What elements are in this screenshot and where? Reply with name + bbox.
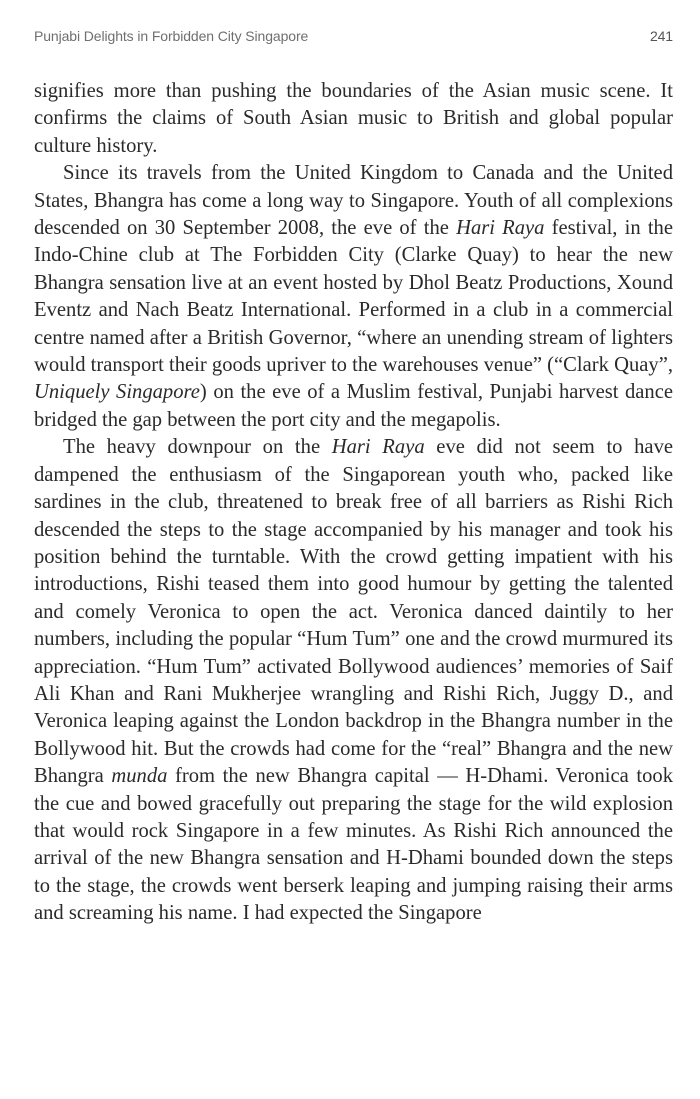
paragraph-3 (34, 434, 673, 927)
paragraph-3-text-b: eve did not seem to have dampened the enthusiasm of the Singaporean youth who, packed like sardines in the club, threatened to break free of all barriers as Rishi Rich descended the steps to the stage accompanied by his manager and took his position behind the turntable. With the crowd getting impatient with his introductions, Rishi teased them into good humour by getting the talented and comely Veronica to open the act. Veronica danced daintily to her numbers, including the popular “Hum Tum” one and the crowd murmured its appreciation. “Hum Tum” activated Bollywood audiences’ memories of Saif Ali Khan and Rani Mukherjee wrangling and Rishi Rich, Juggy D., and Veronica leaping against the London backdrop in the Bhangra number in the Bollywood hit. But the crowds had come for the “real” Bhangra and the new Bhangra (34, 436, 674, 788)
paragraph-2-text-b: festival, in the Indo-Chine club at The Forbidden City (Clarke Quay) to hear the new Bhangra sensation live at an event hosted by Dhol Beatz Productions, Xound Eventz and Nach Beatz International. Performed in a club in a commercial centre named after a British Governor, “where an unending stream of lighters would transport their goods upriver to the warehouses venue” (“Clark Quay”, (34, 217, 673, 377)
italic-citation-uniquely-singapore: Uniquely Singapore (34, 381, 200, 404)
running-title: Punjabi Delights in Forbidden City Singapore (34, 28, 309, 44)
italic-term-hari-raya: Hari Raya (331, 436, 425, 459)
paragraph-1-text: signifies more than pushing the boundaries of the Asian music scene. It confirms the claims of South Asian music to British and global popular culture history. (34, 80, 673, 157)
paragraph-2-text-a: Since its travels from the United Kingdom to Canada and the United States, Bhangra has come a long way to Singapore. Youth of all complexions descended on 30 September 2008, the eve of the (34, 162, 673, 240)
running-header (34, 28, 673, 48)
paragraph-3-text-c: from the new Bhangra capital — H-Dhami. Veronica took the cue and bowed gracefully out preparing the stage for the wild explosion that would rock Singapore in a few minutes. As Rishi Rich announced the arrival of the new Bhangra sensation and H-Dhami bounded down the steps to the stage, the crowds went berserk leaping and jumping raising their arms and screaming his name. I had expected the Singapore (34, 765, 673, 925)
page-number: 241 (649, 28, 673, 44)
italic-term-munda: munda (111, 765, 168, 788)
paragraph-1 (34, 78, 673, 160)
italic-term-hari-raya: Hari Raya (456, 217, 545, 240)
body-text (34, 78, 673, 928)
paragraph-3-text-a: The heavy downpour on the (63, 436, 332, 459)
paragraph-2-text-c: ) on the eve of a Muslim festival, Punjabi harvest dance bridged the gap between the port city and the megapolis. (34, 381, 673, 431)
paragraph-2 (34, 160, 673, 434)
